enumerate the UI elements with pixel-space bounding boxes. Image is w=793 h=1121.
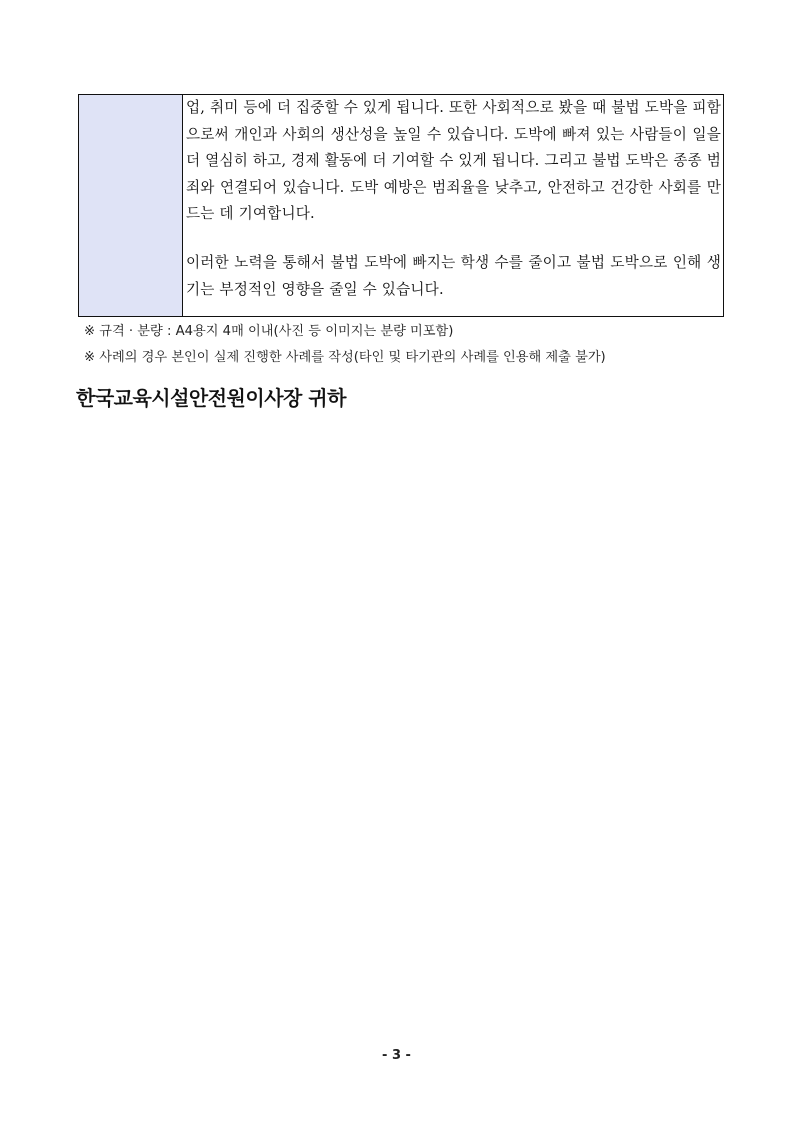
table-content-cell [183,95,723,316]
body-paragraph: 이러한 노력을 통해서 불법 도박에 빠지는 학생 수를 줄이고 불법 도박으로 인해 생기는 부정적인 영향을 줄일 수 있습니다. [186,253,721,298]
content-table [78,94,724,317]
notes-block [84,319,734,371]
note-format: ※ 규격 · 분량 : A4용지 4매 이내(사진 등 이미지는 분량 미포함) [84,324,454,339]
paragraph-gap [186,228,721,250]
table-label-cell [79,95,183,316]
addressee-heading: 한국교육시설안전원이사장 귀하 [76,386,346,410]
note-case: ※ 사례의 경우 본인이 실제 진행한 사례를 작성(타인 및 타기관의 사례를 인용해 제출 불가) [84,350,606,365]
page-number: - 3 - [382,1048,411,1063]
body-paragraph: 업, 취미 등에 더 집중할 수 있게 됩니다. 또한 사회적으로 봤을 때 불법 도박을 피함으로써 개인과 사회의 생산성을 높일 수 있습니다. 도박에 빠져 있는 사람들이 일을 더 열심히 하고, 경제 활동에 더 기여할 수 있게 됩니다. 그리고 불법 도박은 종종 범죄와 연결되어 있습니다. 도박 예방은 범죄율을 낮추고, 안전하고 건강한 사회를 만드는 데 기여합니다. [186,99,721,223]
